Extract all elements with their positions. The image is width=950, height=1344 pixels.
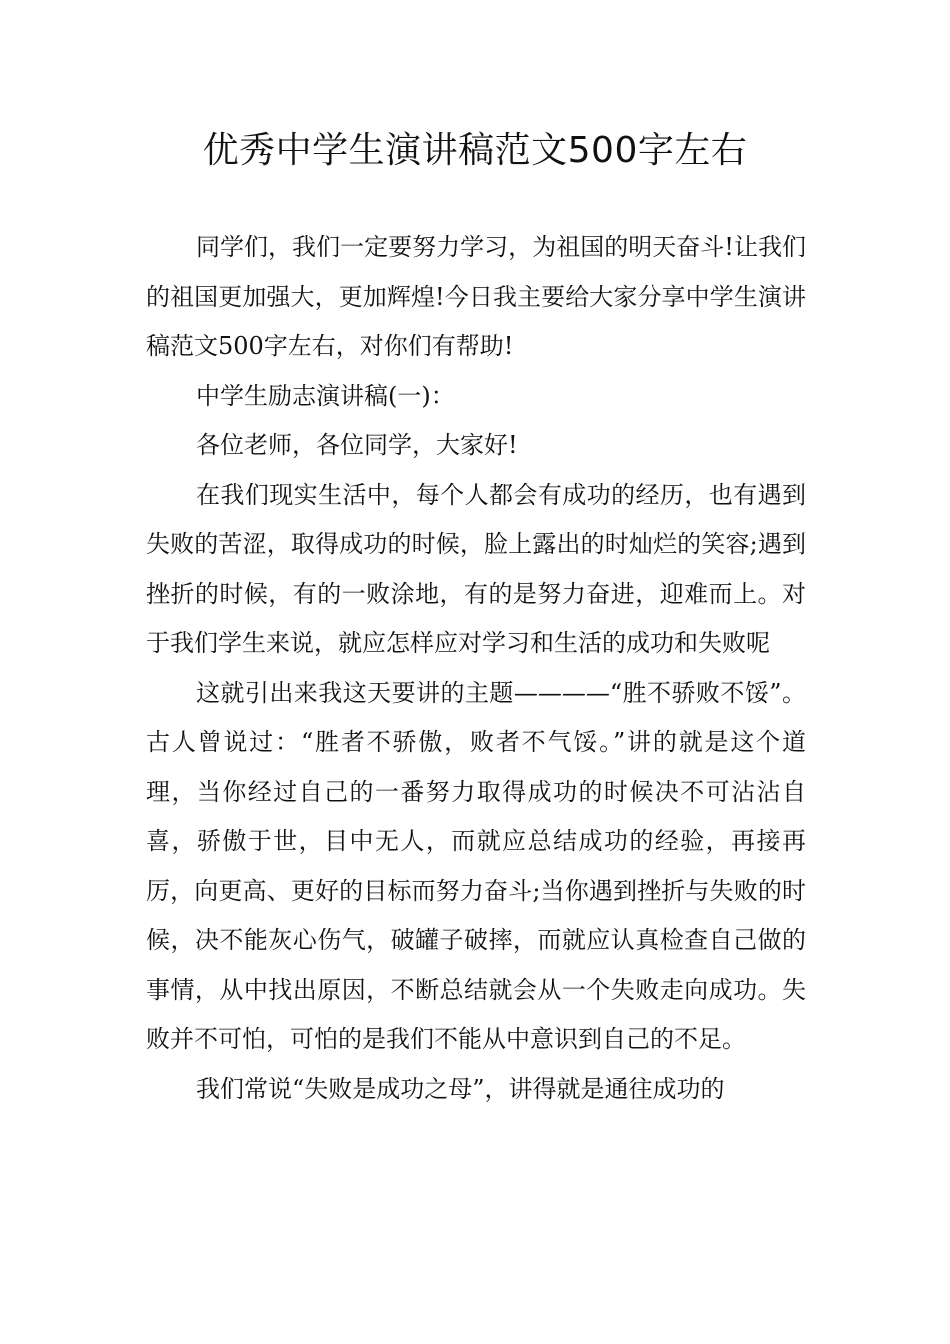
document-title: 优秀中学生演讲稿范文500字左右 [202, 130, 748, 171]
paragraph-body-2: 这就引出来我这天要讲的主题————“胜不骄败不馁”。古人曾说过：“胜者不骄傲，败者不气馁。”讲的就是这个道理，当你经过自己的一番努力取得成功的时候决不可沾沾自喜，骄傲于世，目中无人，而就应总结成功的经验，再接再厉，向更高、更好的目标而努力奋斗;当你遇到挫折与失败的时候，决不能灰心伤气，破罐子破摔，而就应认真检查自己做的事情，从中找出原因，不断总结就会从一个失败走向成功。失败并不可怕，可怕的是我们不能从中意识到自己的不足。 [146, 678, 806, 1053]
paragraph-section-heading: 中学生励志演讲稿(一)： [196, 381, 455, 410]
document-body [146, 223, 806, 1114]
paragraph-body-3: 我们常说“失败是成功之母”，讲得就是通往成功的 [196, 1074, 725, 1103]
paragraph-body-1: 在我们现实生活中，每个人都会有成功的经历，也有遇到失败的苦涩，取得成功的时候，脸上露出的时灿烂的笑容;遇到挫折的时候，有的一败涂地，有的是努力奋进，迎难而上。对于我们学生来说，就应怎样应对学习和生活的成功和失败呢 [146, 480, 806, 657]
paragraph-intro: 同学们，我们一定要努力学习，为祖国的明天奋斗!让我们的祖国更加强大，更加辉煌!今日我主要给大家分享中学生演讲稿范文500字左右，对你们有帮助! [146, 233, 806, 360]
paragraph-greeting: 各位老师，各位同学，大家好! [196, 431, 518, 459]
